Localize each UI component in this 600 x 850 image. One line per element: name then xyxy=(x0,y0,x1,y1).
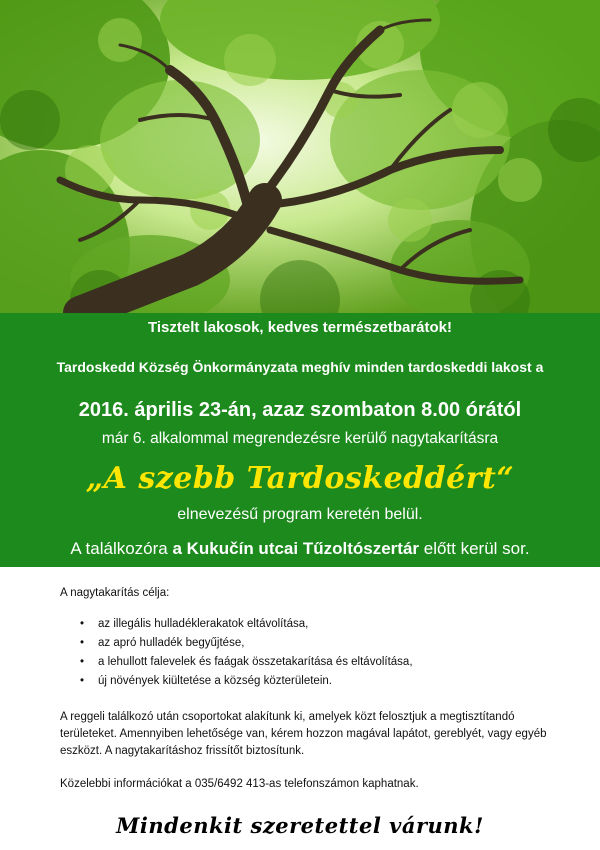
invitation-text: Tardoskedd Község Önkormányzata meghív minden tardoskeddi lakost a xyxy=(56,359,544,375)
contact-info: Közelebbi információkat a 035/6492 413-as telefonszámon kaphatnak. xyxy=(60,778,419,790)
goal-list xyxy=(80,615,413,691)
tree-canopy-image xyxy=(0,0,600,313)
meeting-text-before: A találkozóra xyxy=(70,539,173,558)
meeting-point xyxy=(0,539,600,559)
event-occasion: már 6. alkalommal megrendezésre kerülő nagytakarításra xyxy=(101,430,499,447)
program-name: „A szebb Tardoskeddért“ xyxy=(85,461,515,496)
goal-item: • az illegális hulladéklerakatok eltávolítása, xyxy=(80,615,413,634)
goal-title: A nagytakarítás célja: xyxy=(60,587,170,599)
goal-item: • a lehullott falevelek és faágak összetakarítása és eltávolítása, xyxy=(80,653,413,672)
event-date: 2016. április 23-án, azaz szombaton 8.00 órától xyxy=(78,399,522,421)
meeting-text-after: előtt kerül sor. xyxy=(419,539,530,558)
meeting-place: a Kukučín utcai Tűzoltószertár xyxy=(172,539,420,558)
invitation-banner xyxy=(0,313,600,567)
program-context: elnevezésű program keretén belül. xyxy=(177,506,423,523)
tree-photo xyxy=(0,0,600,313)
details-paragraph: A reggeli találkozó után csoportokat alakítunk ki, amelyek közt felosztjuk a megtisztítandó területeket. Amennyiben lehetősége van, kérem hozzon magával lapátot, gereblyét, vagy egyéb eszközt. A nagytakarításhoz frissítőt biztosítunk. xyxy=(60,711,547,757)
greeting-heading: Tisztelt lakosok, kedves természetbarátok! xyxy=(147,319,453,336)
goal-item: • az apró hulladék begyűjtése, xyxy=(80,634,413,653)
closing-message: Mindenkit szeretettel várunk! xyxy=(116,813,484,838)
goal-item: • új növények kiültetése a község közterületein. xyxy=(80,672,413,691)
details-section xyxy=(0,567,600,850)
